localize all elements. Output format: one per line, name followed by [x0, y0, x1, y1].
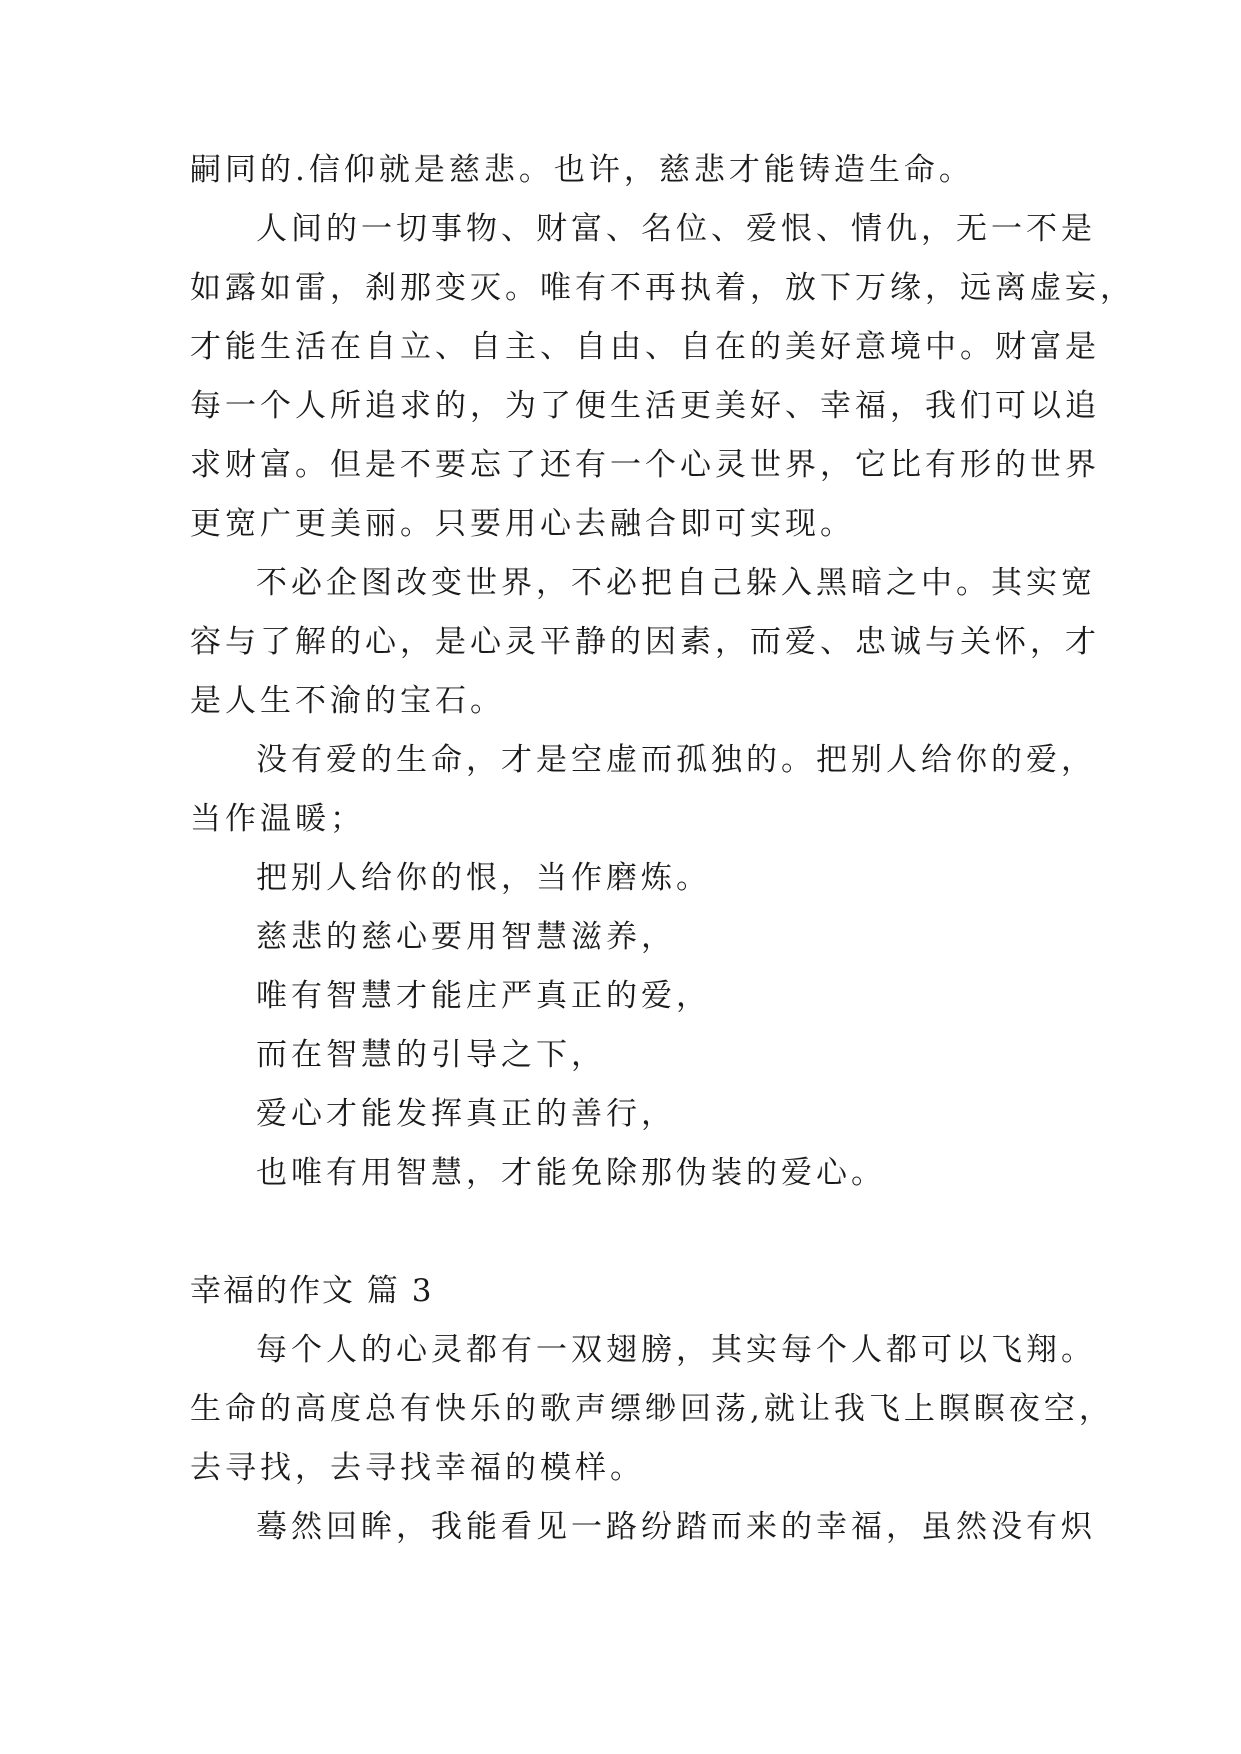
paragraph-line: 当作温暖；: [190, 801, 365, 837]
paragraph-line: 才能生活在自立、自主、自由、自在的美好意境中。财富是: [190, 329, 1100, 365]
poem-line: 唯有智慧才能庄严真正的爱，: [256, 978, 711, 1014]
poem-line: 慈悲的慈心要用智慧滋养，: [256, 919, 676, 955]
paragraph-line: 每一个人所追求的，为了便生活更美好、幸福，我们可以追: [190, 388, 1100, 424]
paragraph-line: 每个人的心灵都有一双翅膀，其实每个人都可以飞翔。: [256, 1332, 1096, 1368]
paragraph-line: 容与了解的心，是心灵平静的因素，而爱、忠诚与关怀，才: [190, 624, 1100, 660]
paragraph-line: 是人生不渝的宝石。: [190, 683, 505, 719]
paragraph-line: 去寻找，去寻找幸福的模样。: [190, 1450, 645, 1486]
paragraph-line: 求财富。但是不要忘了还有一个心灵世界，它比有形的世界: [190, 447, 1100, 483]
paragraph-line: 没有爱的生命，才是空虚而孤独的。把别人给你的爱，: [256, 742, 1096, 778]
section-heading: 幸福的作文 篇 3: [190, 1273, 434, 1309]
paragraph-line: 嗣同的.信仰就是慈悲。也许，慈悲才能铸造生命。: [190, 152, 974, 188]
paragraph-line: 人间的一切事物、财富、名位、爱恨、情仇，无一不是: [256, 211, 1096, 247]
paragraph-line: 不必企图改变世界，不必把自己躲入黑暗之中。其实宽: [256, 565, 1096, 601]
paragraph-line: 更宽广更美丽。只要用心去融合即可实现。: [190, 506, 855, 542]
paragraph-line: 如露如雷，刹那变灭。唯有不再执着，放下万缘，远离虚妄，: [190, 270, 1135, 306]
poem-line: 也唯有用智慧，才能免除那伪装的爱心。: [256, 1155, 886, 1191]
paragraph-line: 生命的高度总有快乐的歌声缥缈回荡,就让我飞上瞑瞑夜空，: [190, 1391, 1114, 1427]
poem-line: 爱心才能发挥真正的善行，: [256, 1096, 676, 1132]
poem-line: 把别人给你的恨，当作磨炼。: [256, 860, 711, 896]
paragraph-line: 蓦然回眸，我能看见一路纷踏而来的幸福，虽然没有炽: [256, 1509, 1096, 1545]
poem-line: 而在智慧的引导之下，: [256, 1037, 606, 1073]
